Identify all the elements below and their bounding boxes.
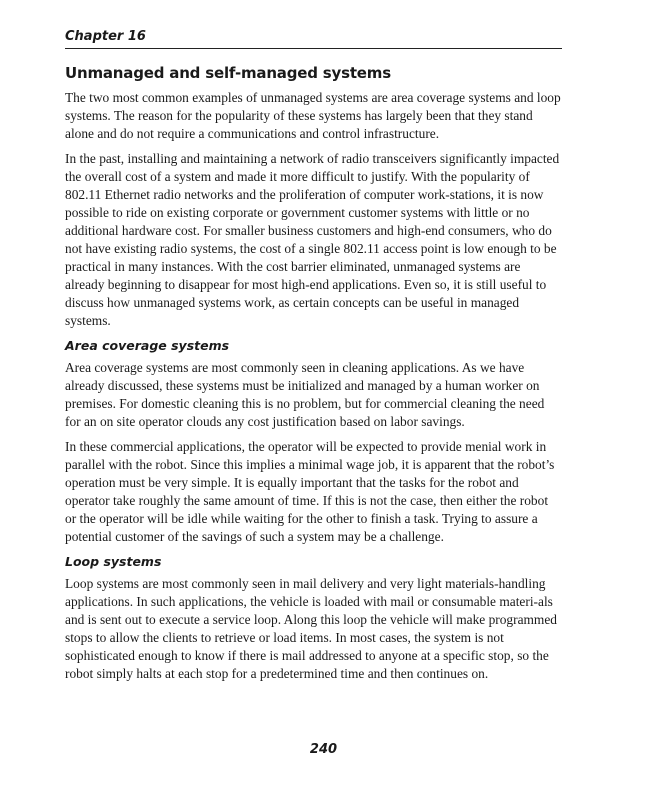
paragraph: Area coverage systems are most commonly seen in cleaning applications. As we have already discussed, these systems must be initialized and managed by a human worker on premises. For domestic cleaning this is no problem, but for commercial cleaning the need for an on site operator clouds any cost justification based on labor savings. — [65, 360, 545, 429]
paragraph: Loop systems are most commonly seen in mail delivery and very light materials-handling applications. In such applications, the vehicle is loaded with mail or consumable materi-als and is sent out to execute a service loop. Along this loop the vehicle will make programmed stops to allow the clients to retrieve or load items. In most cases, the system is not sophisticated enough to know if there is mail addressed to anyone at a specific stop, so the robot simply halts at each stop for a predetermined time and then continues on. — [65, 576, 557, 681]
chapter-header: Chapter 16 — [65, 28, 562, 49]
section-title: Unmanaged and self-managed systems — [65, 64, 391, 82]
paragraph: In the past, installing and maintaining a network of radio transceivers significantly impacted the overall cost of a system and made it more difficult to justify. With the popularity of 802.11 Ethernet radio networks and the proliferation of computer work-stations, it is now possible to ride on existing corporate or government customer systems with little or no additional hardware cost. For smaller business customers and high-end consumers, who do not have existing radio systems, the cost of a single 802.11 access point is low enough to be practical in many instances. With the cost barrier eliminated, unmanaged systems are already beginning to disappear for most high-end applications. Even so, it is still useful to discuss how unmanaged systems work, as certain concepts can be useful in managed systems. — [65, 151, 560, 328]
subsection-title-loop-systems: Loop systems — [65, 554, 162, 569]
paragraph: In these commercial applications, the operator will be expected to provide menial work in parallel with the robot. Since this implies a minimal wage job, it is apparent that the robot’s operation must be very simple. It is equally important that the tasks for the robot and operator take roughly the same amount of time. If this is not the case, then either the robot or the operator will be idle while waiting for the other to finish a task. Trying to assure a potential customer of the savings of such a system may be a challenge. — [65, 439, 555, 544]
subsection-title-area-coverage: Area coverage systems — [65, 338, 230, 353]
page-number: 240 — [309, 742, 338, 757]
page — [65, 28, 562, 690]
paragraph: The two most common examples of unmanaged systems are area coverage systems and loop systems. The reason for the popularity of these systems has largely been that they stand alone and do not require a communications and control infrastructure. — [65, 90, 561, 141]
